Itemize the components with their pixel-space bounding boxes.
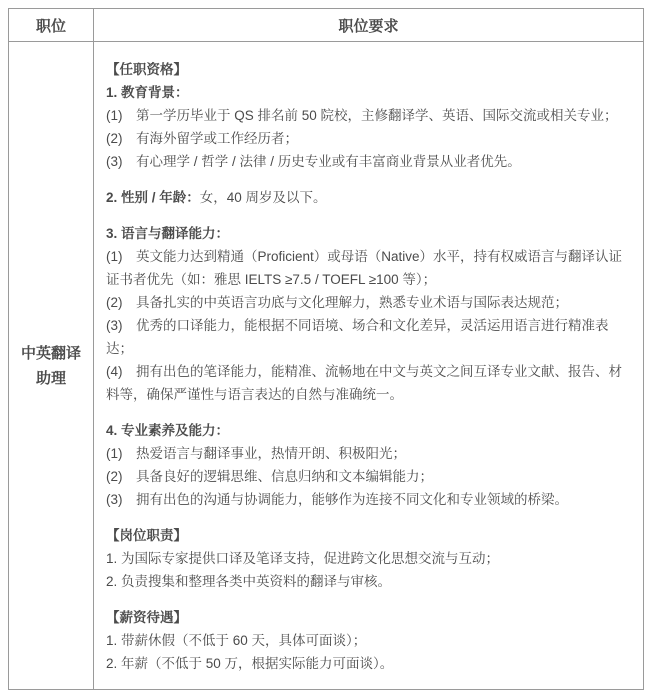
table-header-row (9, 9, 643, 42)
section-title-salary: 【薪资待遇】 (106, 610, 187, 625)
gender-age-heading: 2. 性别 / 年龄： (106, 190, 200, 205)
education-item: (3) 有心理学 / 哲学 / 法律 / 历史专业或有丰富商业背景从业者优先。 (106, 154, 521, 169)
salary-item: 2. 年薪（不低于 50 万，根据实际能力可面谈）。 (106, 656, 394, 671)
education-heading: 1. 教育背景： (106, 85, 189, 100)
salary-item: 1. 带薪休假（不低于 60 天，具体可面谈）； (106, 633, 367, 648)
language-item: (3) 优秀的口译能力，能根据不同语境、场合和文化差异，灵活运用语言进行精准表达； (106, 318, 609, 356)
quality-heading: 4. 专业素养及能力： (106, 423, 230, 438)
quality-item: (1) 热爱语言与翻译事业，热情开朗、积极阳光； (106, 446, 406, 461)
section-title-qualifications: 【任职资格】 (106, 62, 187, 77)
table-body-row (9, 42, 643, 689)
gender-age-value: 女，40 周岁及以下。 (199, 190, 327, 205)
job-requirements-table (8, 8, 644, 690)
language-heading: 3. 语言与翻译能力： (106, 226, 230, 241)
section-title-duties: 【岗位职责】 (106, 528, 187, 543)
quality-item: (3) 拥有出色的沟通与协调能力，能够作为连接不同文化和专业领域的桥梁。 (106, 492, 568, 507)
language-item: (4) 拥有出色的笔译能力，能精准、流畅地在中文与英文之间互译专业文献、报告、材料等，确保严谨性与语言表达的自然与准确统一。 (106, 364, 622, 402)
position-cell (9, 42, 94, 689)
header-cell-requirements: 职位要求 (338, 17, 399, 35)
requirements-cell (94, 42, 643, 689)
language-item: (2) 具备扎实的中英语言功底与文化理解力，熟悉专业术语与国际表达规范； (106, 295, 568, 310)
gender-age-line (106, 186, 635, 209)
education-item: (2) 有海外留学或工作经历者； (106, 131, 298, 146)
header-cell-position: 职位 (9, 9, 94, 41)
quality-item: (2) 具备良好的逻辑思维、信息归纳和文本编辑能力； (106, 469, 433, 484)
position-title: 中英翻译助理 (20, 344, 81, 387)
duty-item: 2. 负责搜集和整理各类中英资料的翻译与审核。 (106, 574, 392, 589)
language-item: (1) 英文能力达到精通（Proficient）或母语（Native）水平，持有权威语言与翻译认证证书者优先（如：雅思 IELTS ≥7.5 / TOEFL ≥100 等）； (106, 249, 623, 287)
duty-item: 1. 为国际专家提供口译及笔译支持，促进跨文化思想交流与互动； (106, 551, 500, 566)
education-item: (1) 第一学历毕业于 QS 排名前 50 院校，主修翻译学、英语、国际交流或相关专业； (106, 108, 618, 123)
